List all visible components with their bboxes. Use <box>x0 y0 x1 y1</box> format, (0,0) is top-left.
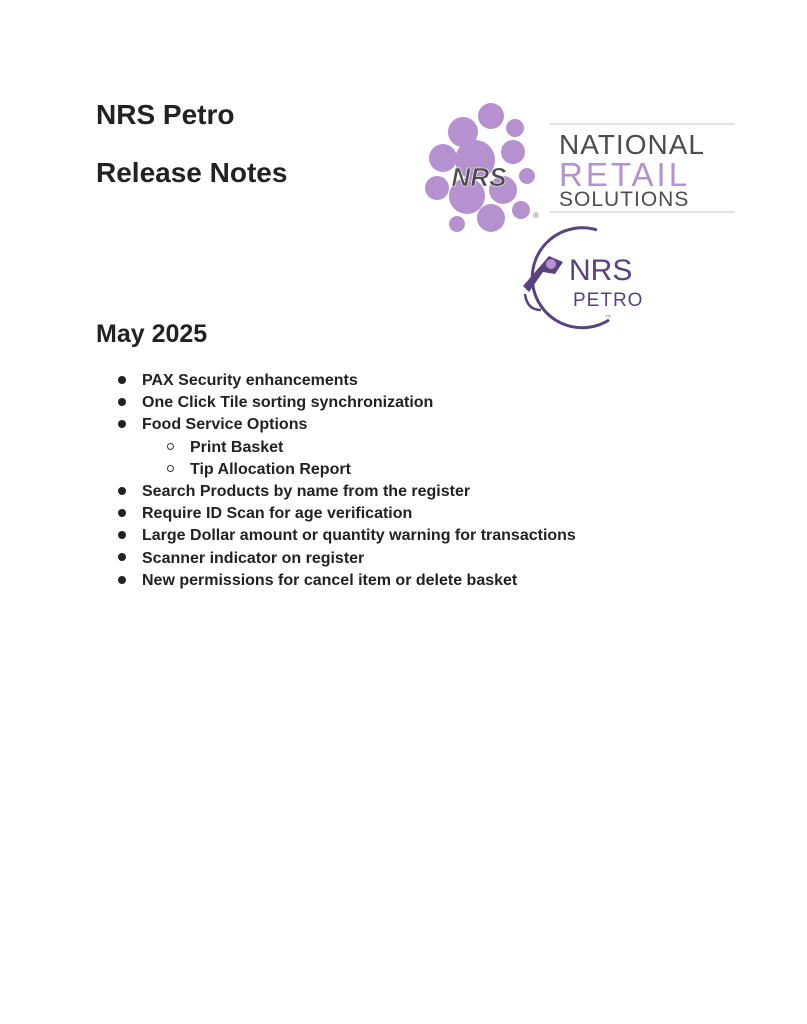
list-item <box>115 570 576 592</box>
disc-bullet-icon <box>115 548 129 570</box>
national-retail-solutions-logo <box>415 100 740 240</box>
registered-mark: ® <box>533 211 539 220</box>
list-item-text: Large Dollar amount or quantity warning for transactions <box>142 527 576 545</box>
release-notes-list <box>115 370 576 592</box>
disc-bullet-icon <box>115 570 129 592</box>
logo-text-retail: RETAIL <box>559 156 691 193</box>
list-item-text: Require ID Scan for age verification <box>142 505 413 523</box>
trademark-mark: ™ <box>605 315 611 321</box>
nrs-petro-logo <box>505 222 675 332</box>
title-block <box>96 98 287 190</box>
document-subtitle: Release Notes <box>96 157 288 188</box>
disc-bullet-icon <box>115 370 129 392</box>
list-item-text: Print Basket <box>190 438 284 456</box>
list-item-text: One Click Tile sorting synchronization <box>142 394 434 412</box>
list-item-text: PAX Security enhancements <box>142 372 358 389</box>
nrs-mark-text: NRS <box>451 162 507 192</box>
list-item-text: Food Service Options <box>142 416 308 434</box>
list-item <box>115 370 576 392</box>
disc-bullet-icon <box>115 481 129 503</box>
list-item-text: Scanner indicator on register <box>142 549 365 567</box>
list-item-text: Tip Allocation Report <box>190 460 351 478</box>
logo-text-solutions: SOLUTIONS <box>559 188 690 211</box>
sub-list-item <box>115 459 576 481</box>
list-item-text: New permissions for cancel item or delete basket <box>142 571 518 589</box>
document-title: NRS Petro <box>96 99 235 130</box>
circle-bullet-icon <box>163 437 177 459</box>
sub-list-item <box>115 437 576 459</box>
disc-bullet-icon <box>115 503 129 525</box>
list-item <box>115 392 576 414</box>
list-item <box>115 481 576 503</box>
list-item <box>115 525 576 547</box>
petro-logo-petro: PETRO <box>573 290 644 311</box>
list-item <box>115 548 576 570</box>
list-item-text: Search Products by name from the register <box>142 483 471 501</box>
fuel-nozzle-icon <box>523 256 563 310</box>
disc-bullet-icon <box>115 392 129 414</box>
disc-bullet-icon <box>115 414 129 436</box>
release-month-heading: May 2025 <box>96 320 208 348</box>
logo-text-national: NATIONAL <box>559 129 705 160</box>
list-item <box>115 414 576 436</box>
disc-bullet-icon <box>115 525 129 547</box>
list-item <box>115 503 576 525</box>
petro-logo-nrs: NRS <box>569 254 633 287</box>
circle-bullet-icon <box>163 459 177 481</box>
